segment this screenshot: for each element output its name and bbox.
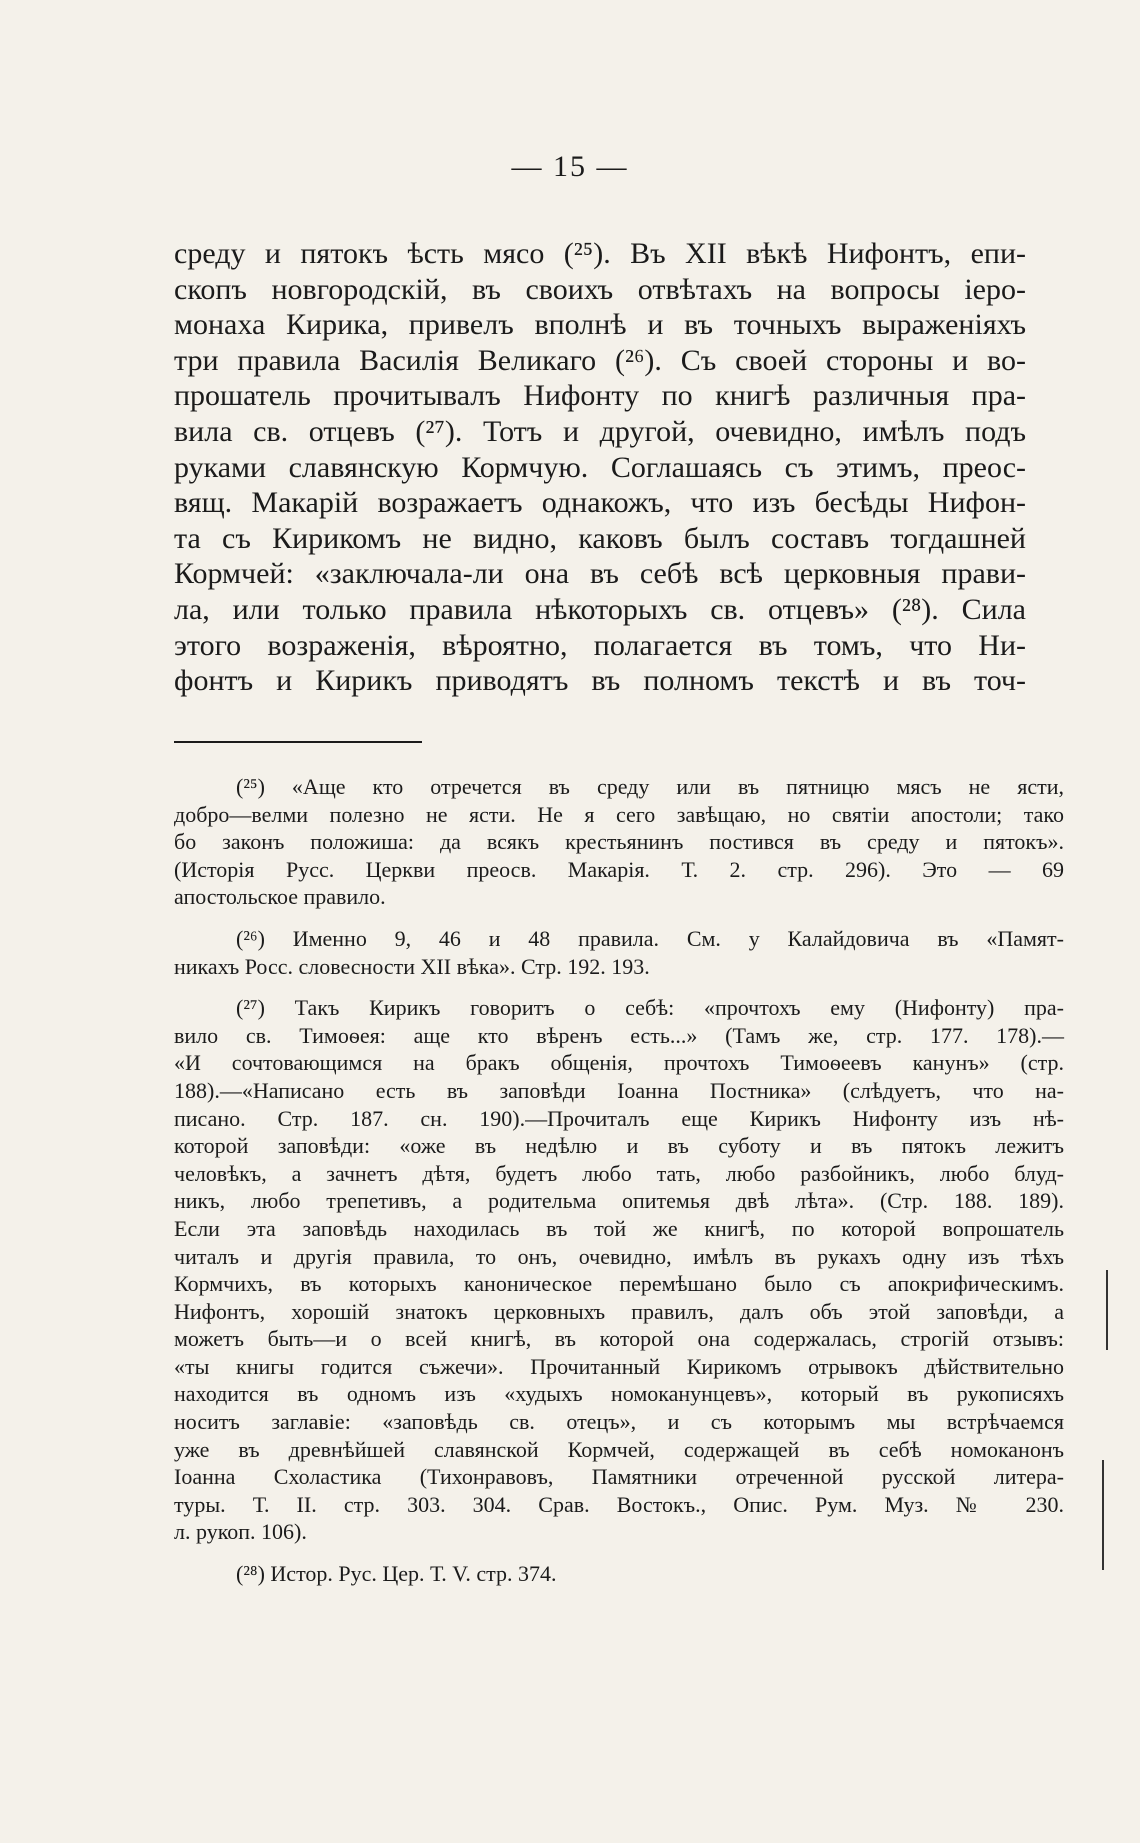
- footnote-line: находится въ одномъ изъ «худыхъ номоканунцевъ», который въ рукописяхъ: [174, 1381, 1064, 1407]
- footnote-25: [174, 773, 1064, 911]
- footnote-divider: [174, 741, 422, 743]
- footnote-line: (²⁸) Истор. Рус. Цер. Т. V. стр. 374.: [236, 1561, 557, 1587]
- page-number: — 15 —: [511, 150, 629, 183]
- footnote-line: добро—велми полезно не ясти. Не я сего завѣщаю, но святіи апостоли; тако: [174, 801, 1064, 827]
- footnote-line: «И сочтовающимся на бракъ общенія, прочтохъ Тимоѳеевъ канунъ» (стр.: [174, 1050, 1064, 1076]
- footnote-line: «ты книгы годится съжечи». Прочитанный Кирикомъ отрывокъ дѣйствительно: [174, 1353, 1064, 1379]
- footnote-line: Кормчихъ, въ которыхъ каноническое перемѣшано было съ апокрифическимъ.: [174, 1271, 1064, 1297]
- footnote-line: можетъ быть—и о всей книгѣ, въ которой она содержалась, строгій отзывъ:: [174, 1326, 1064, 1352]
- footnote-line: л. рукоп. 106).: [174, 1519, 307, 1545]
- main-text-line: монаха Кирика, привелъ вполнѣ и въ точныхъ выраженіяхъ: [174, 308, 1026, 342]
- footnote-line: Іоанна Схоластика (Тихонравовъ, Памятники отреченной русской литера-: [174, 1464, 1064, 1490]
- footnotes-section: [174, 773, 1064, 1602]
- footnote-line: носитъ заглавіе: «заповѣдь св. отецъ», и съ которымъ мы встрѣчаемся: [174, 1409, 1064, 1435]
- footnote-line: апостольское правило.: [174, 884, 386, 910]
- main-text-line: этого возраженія, вѣроятно, полагается въ томъ, что Ни-: [174, 628, 1026, 662]
- footnote-line: читалъ и другія правила, то онъ, очевидно, имѣлъ въ рукахъ одну изъ тѣхъ: [174, 1243, 1064, 1269]
- margin-mark: [1102, 1460, 1104, 1570]
- footnote-line: (²⁷) Такъ Кирикъ говоритъ о себѣ: «прочтохъ ему (Нифонту) пра-: [236, 995, 1064, 1021]
- main-text-line: среду и пятокъ ѣсть мясо (²⁵). Въ XII вѣкѣ Нифонтъ, епи-: [174, 237, 1026, 270]
- footnote-line: (Исторія Русс. Церкви преосв. Макарія. Т. 2. стр. 296). Это — 69: [174, 856, 1064, 882]
- footnote-line: (²⁵) «Аще кто отречется въ среду или въ пятницю мясъ не ясти,: [236, 774, 1064, 799]
- footnote-line: Если эта заповѣдь находилась въ той же книгѣ, по которой вопрошатель: [174, 1215, 1064, 1241]
- footnote-line: никахъ Росс. словесности XII вѣка». Стр. 192. 193.: [174, 953, 650, 979]
- footnote-line: которой заповѣди: «оже въ недѣлю и въ суботу и въ пятокъ лежитъ: [174, 1133, 1064, 1159]
- footnote-line: писано. Стр. 187. сн. 190).—Прочиталъ еще Кирикъ Нифонту изъ нѣ-: [174, 1105, 1064, 1131]
- footnote-line: туры. Т. II. стр. 303. 304. Срав. Востокъ., Опис. Рум. Муз. № 230.: [174, 1491, 1064, 1517]
- main-text-line: скопъ новгородскій, въ своихъ отвѣтахъ на вопросы іеро-: [174, 272, 1026, 306]
- footnote-26: [174, 925, 1064, 980]
- footnote-line: никъ, любо трепетивъ, а родительма опитемья двѣ лѣта». (Стр. 188. 189).: [174, 1188, 1064, 1214]
- footnote-line: Нифонтъ, хорошій знатокъ церковныхъ правилъ, далъ объ этой заповѣди, а: [174, 1298, 1064, 1324]
- footnote-line: бо законъ положиша: да всякъ крестьянинъ постився въ среду и пятокъ».: [174, 829, 1064, 855]
- footnote-28: [174, 1560, 1064, 1588]
- main-text-body: [174, 236, 1026, 699]
- footnote-line: (²⁶) Именно 9, 46 и 48 правила. См. у Калайдовича въ «Памят-: [236, 925, 1064, 951]
- footnote-27: [174, 994, 1064, 1546]
- main-text-line: прошатель прочитывалъ Нифонту по книгѣ различныя пра-: [174, 379, 1026, 413]
- footnote-line: уже въ древнѣйшей славянской Кормчей, содержащей въ себѣ номоканонъ: [174, 1436, 1064, 1462]
- footnote-line: 188).—«Написано есть въ заповѣди Іоанна Постника» (слѣдуетъ, что на-: [174, 1077, 1064, 1103]
- main-text-line: вящ. Макарій возражаетъ однакожъ, что изъ бесѣды Нифон-: [174, 486, 1026, 520]
- main-text-line: руками славянскую Кормчую. Соглашаясь съ этимъ, преос-: [174, 450, 1026, 484]
- footnote-line: человѣкъ, а зачнетъ дѣтя, будетъ любо тать, любо разбойникъ, любо блуд-: [174, 1160, 1064, 1186]
- main-text-line: вила св. отцевъ (²⁷). Тотъ и другой, очевидно, имѣлъ подъ: [174, 414, 1026, 448]
- footnote-line: вило св. Тимоѳея: аще кто вѣренъ есть...» (Тамъ же, стр. 177. 178).—: [174, 1022, 1064, 1048]
- margin-mark: [1106, 1270, 1108, 1350]
- main-text-line: три правила Василія Великаго (²⁶). Съ своей стороны и во-: [174, 343, 1026, 377]
- main-text-line: фонтъ и Кирикъ приводятъ въ полномъ текстѣ и въ точ-: [174, 664, 1026, 698]
- main-text-line: ла, или только правила нѣкоторыхъ св. отцевъ» (²⁸). Сила: [174, 592, 1026, 626]
- main-text-line: Кормчей: «заключала-ли она въ себѣ всѣ церковныя прави-: [174, 557, 1026, 591]
- main-text-line: та съ Кирикомъ не видно, каковъ былъ составъ тогдашней: [174, 521, 1026, 555]
